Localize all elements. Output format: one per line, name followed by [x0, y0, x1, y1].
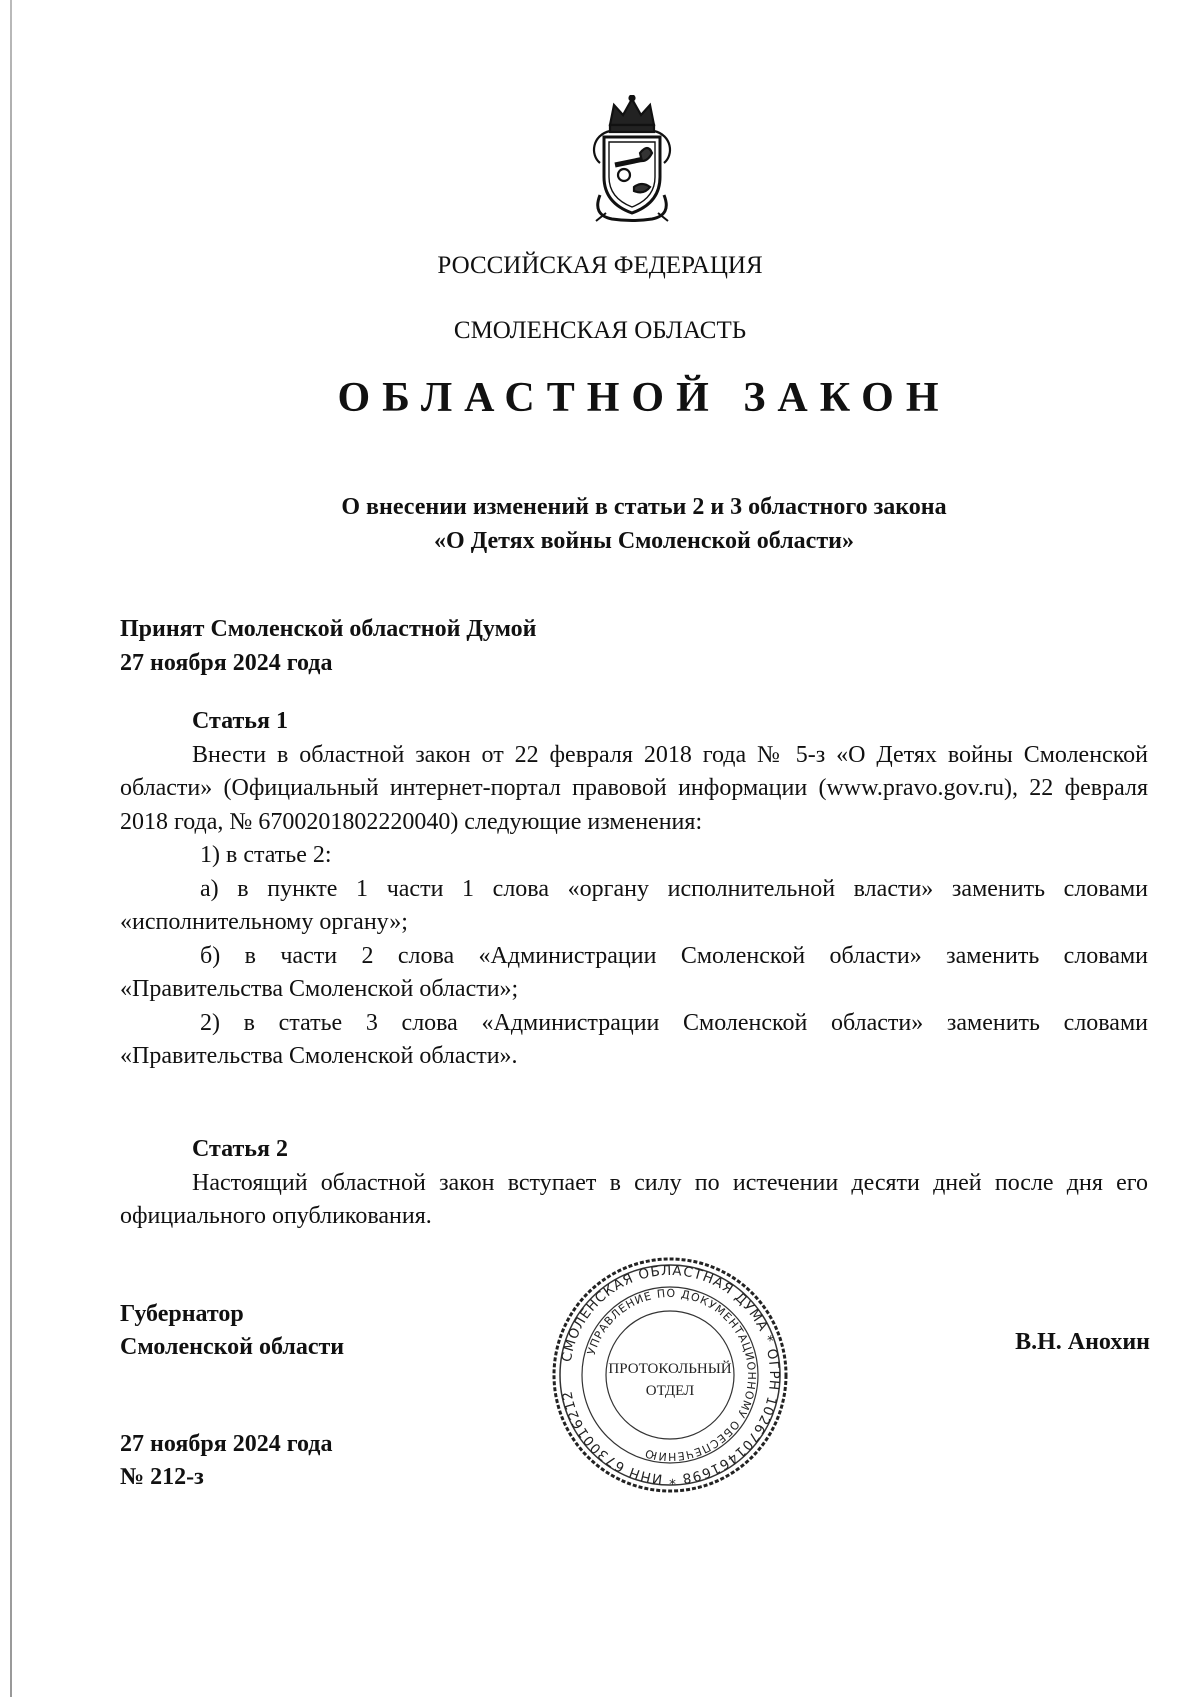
article-paragraph: Внести в областной закон от 22 февраля 2018 года № 5-з «О Детях войны Смоленской области» (Официальный интернет-портал правовой информации (www.pravo.gov.ru), 22 февраля 2018 года, № 6700201802220040) следующие изменения: — [120, 741, 1148, 835]
article-heading: Статья 1 — [192, 708, 288, 734]
adoption-note — [120, 612, 536, 680]
article-1 — [120, 705, 1148, 1074]
law-number: № 212-з — [120, 1464, 204, 1490]
article-paragraph: Настоящий областной закон вступает в силу по истечении десяти дней после дня его официального опубликования. — [120, 1169, 1148, 1229]
signatory-name: В.Н. Анохин — [1015, 1329, 1150, 1355]
law-title-line: О внесении изменений в статьи 2 и 3 областного закона — [341, 494, 947, 520]
seal-inner-text: УПРАВЛЕНИЕ ПО ДОКУМЕНТАЦИОННОМУ ОБЕСПЕЧЕНИЮ — [584, 1286, 759, 1464]
region-heading: СМОЛЕНСКАЯ ОБЛАСТЬ — [453, 317, 747, 344]
adoption-line: Принят Смоленской областной Думой — [120, 616, 537, 642]
law-date-number — [120, 1428, 332, 1494]
signatory-title-line: Губернатор — [120, 1301, 244, 1327]
law-title — [44, 490, 1200, 558]
official-seal-stamp — [550, 1255, 790, 1495]
seal-center-text: ОТДЕЛ — [645, 1383, 695, 1399]
adoption-date: 27 ноября 2024 года — [120, 650, 333, 676]
signatory-title-line: Смоленской области — [120, 1334, 345, 1360]
list-item: б) в части 2 слова «Администрации Смоленской области» заменить словами «Правительства Смоленской области»; — [120, 942, 1148, 1002]
country-heading: РОССИЙСКАЯ ФЕДЕРАЦИЯ — [437, 252, 763, 279]
signatory-title — [120, 1298, 344, 1364]
document-type-heading: ОБЛАСТНОЙ ЗАКОН — [337, 375, 951, 421]
law-title-line: «О Детях войны Смоленской области» — [434, 528, 854, 554]
list-item: а) в пункте 1 части 1 слова «органу исполнительной власти» заменить словами «исполнительному органу»; — [120, 875, 1148, 935]
article-2 — [120, 1133, 1148, 1234]
coat-of-arms-icon — [582, 95, 682, 223]
seal-center-text: ПРОТОКОЛЬНЫЙ — [608, 1361, 732, 1377]
seal-outer-text: СМОЛЕНСКАЯ ОБЛАСТНАЯ ДУМА * ОГРН 1026701461698 * ИНН 6730016212 — [558, 1262, 783, 1488]
list-item: 2) в статье 3 слова «Администрации Смоленской области» заменить словами «Правительства Смоленской области». — [120, 1009, 1148, 1069]
law-date: 27 ноября 2024 года — [120, 1431, 333, 1457]
article-heading: Статья 2 — [192, 1136, 288, 1162]
list-item: 1) в статье 2: — [200, 842, 332, 868]
